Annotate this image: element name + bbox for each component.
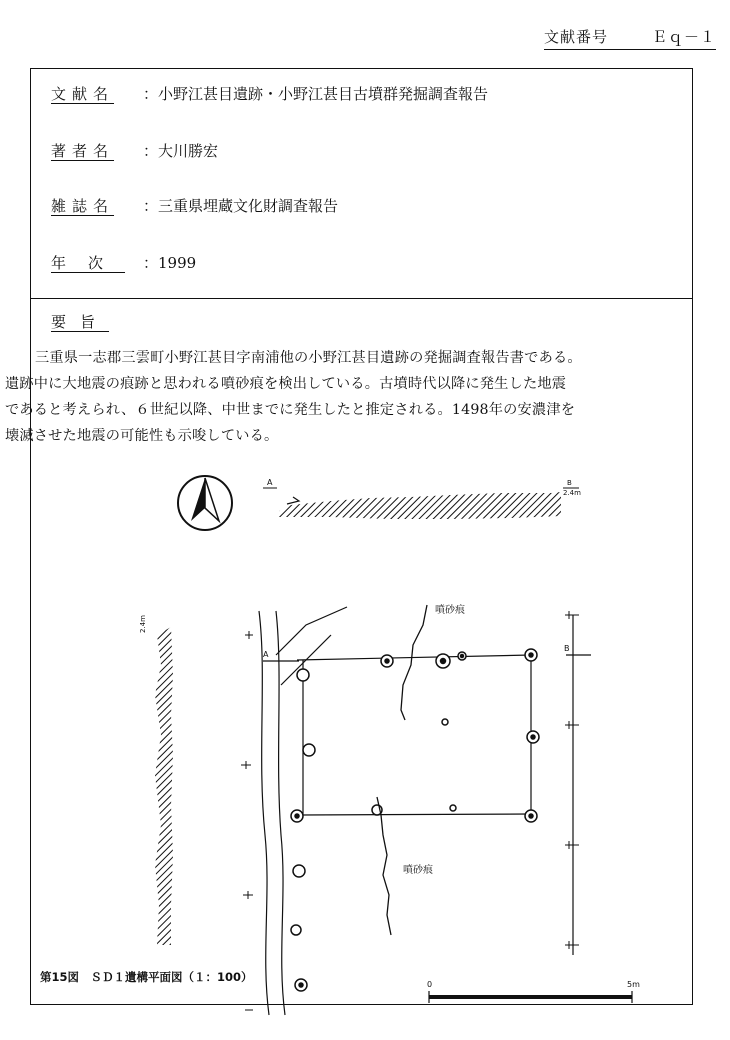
elevation-left-label: 2.4m bbox=[139, 615, 147, 633]
field-journal-value: ：三重県埋蔵文化財調査報告 bbox=[143, 197, 339, 215]
top-section-profile bbox=[263, 478, 581, 519]
section-a-top-label: A bbox=[267, 478, 273, 487]
field-author-value: ：大川勝宏 bbox=[143, 142, 219, 160]
figure-caption: 第15図 ＳＤ１遺構平面図（１：100） bbox=[40, 970, 253, 984]
post-hole bbox=[450, 805, 456, 811]
summary-text bbox=[5, 345, 695, 449]
post-hole bbox=[303, 744, 315, 756]
field-title-value: ：小野江甚目遺跡・小野江甚目古墳群発掘調査報告 bbox=[143, 85, 489, 103]
field-author-label: 著者名 bbox=[51, 142, 115, 160]
left-section-profile bbox=[139, 615, 173, 945]
field-journal bbox=[51, 195, 338, 216]
post-hole bbox=[291, 925, 301, 935]
north-arrow-icon bbox=[178, 476, 232, 530]
section-divider bbox=[31, 298, 692, 299]
post-hole bbox=[293, 865, 305, 877]
post-hole bbox=[442, 719, 448, 725]
field-title-label: 文献名 bbox=[51, 85, 115, 103]
section-b-label: B bbox=[564, 644, 570, 653]
field-title bbox=[51, 83, 488, 104]
section-a-label: A bbox=[263, 650, 269, 659]
scale-zero-label: 0 bbox=[427, 980, 433, 989]
post-hole bbox=[297, 669, 309, 681]
field-author bbox=[51, 140, 218, 161]
post-holes bbox=[291, 649, 539, 991]
elevation-top-label: 2.4m bbox=[563, 489, 581, 497]
section-b-top-label: B bbox=[567, 479, 572, 487]
summary-line: 壊滅させた地震の可能性も示唆している。 bbox=[5, 428, 279, 444]
document-number bbox=[544, 26, 716, 50]
summary-heading: 要旨 bbox=[51, 313, 110, 331]
field-year-value: ：1999 bbox=[143, 254, 197, 272]
pit-grid-lines bbox=[263, 655, 591, 815]
document-frame bbox=[5, 68, 693, 1005]
sand-boil-label-top: 噴砂痕 bbox=[435, 605, 465, 616]
document-number-value: Ｅｑ－１ bbox=[651, 28, 716, 46]
field-year bbox=[51, 252, 196, 273]
summary-line: であると考えられ、６世紀以降、中世までに発生したと推定される。1498年の安濃津を bbox=[5, 402, 576, 418]
site-plan-figure bbox=[31, 475, 691, 1040]
sand-boil-cracks bbox=[377, 605, 427, 935]
summary-line: 遺跡中に大地震の痕跡と思われる噴砂痕を検出している。古墳時代以降に発生した地震 bbox=[5, 376, 567, 392]
trench-boundaries bbox=[259, 607, 573, 1015]
scale-end-label: 5m bbox=[627, 980, 640, 989]
summary-line: 三重県一志郡三雲町小野江甚目字南浦他の小野江甚目遺跡の発掘調査報告書である。 bbox=[35, 350, 582, 366]
sand-boil-label-bottom: 噴砂痕 bbox=[403, 865, 433, 876]
scale-bar bbox=[427, 980, 640, 1003]
field-year-label: 年次 bbox=[51, 254, 126, 272]
document-number-label: 文献番号 bbox=[544, 28, 609, 46]
field-journal-label: 雑誌名 bbox=[51, 197, 115, 215]
